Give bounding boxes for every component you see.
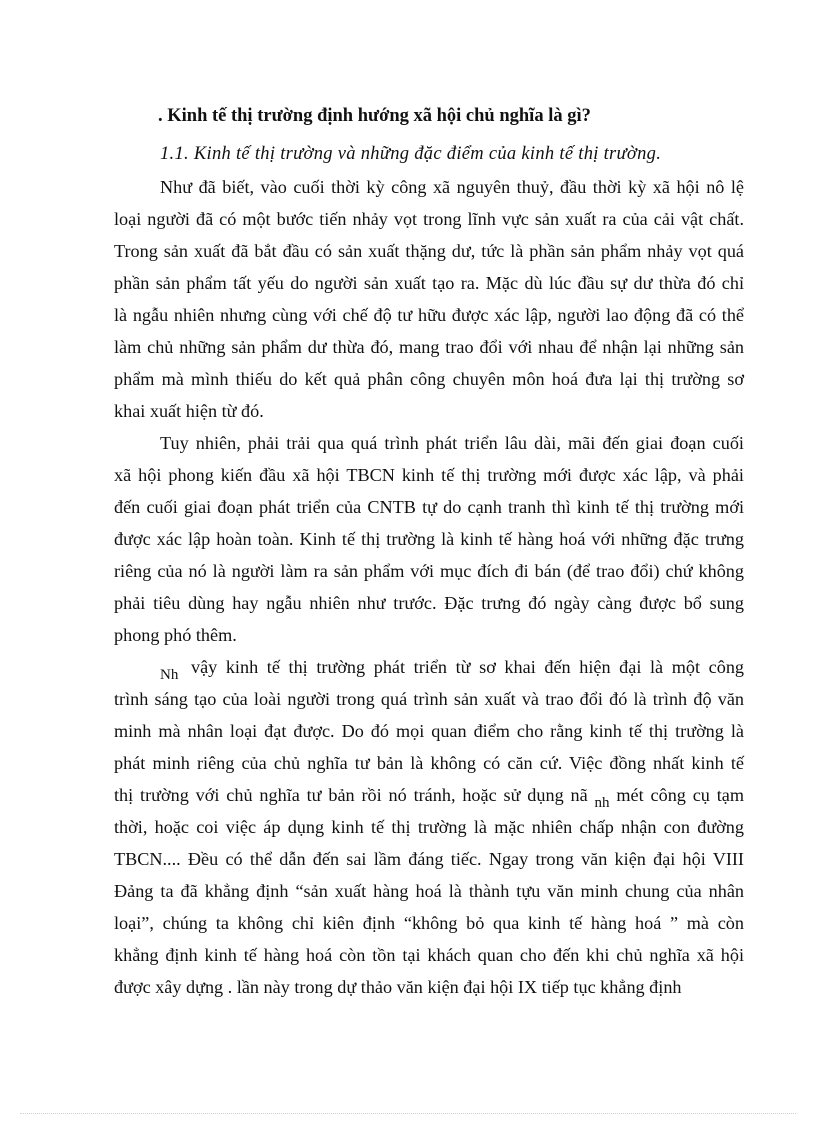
paragraph-2-line-4: được xác lập hoàn toàn. Kinh tế thị trường là kinh tế hàng hoá với những đặc trưng <box>114 529 744 549</box>
paragraph-3-line-8: Đảng ta đã khẳng định “sản xuất hàng hoá là thành tựu văn minh chung của nhân <box>114 881 744 901</box>
paragraph-3-line-1 <box>160 656 745 683</box>
paragraph-3-line-3: minh mà nhân loại đạt được. Do đó mọi quan điểm cho rằng kinh tế thị trường là <box>114 721 744 741</box>
paragraph-1-line-2: loại người đã có một bước tiến nhảy vọt trong lĩnh vực sản xuất ra của cải vật chất. <box>114 209 744 229</box>
paragraph-3-first-line-text: vậy kinh tế thị trường phát triển từ sơ khai đến hiện đại là một công <box>190 657 745 677</box>
section-heading: . Kinh tế thị trường định hướng xã hội chủ nghĩa là gì? <box>158 106 591 126</box>
paragraph-3-line-11: được xây dựng . lần này trong dự thảo văn kiện đại hội IX tiếp tục khẳng định <box>114 977 682 997</box>
paragraph-1-line-4: phần sản phẩm tất yếu do người sản xuất tạo ra. Mặc dù lúc đầu sự dư thừa đó chỉ <box>114 273 744 293</box>
page-bottom-rule <box>20 1113 796 1114</box>
paragraph-1-line-5: là ngẫu nhiên nhưng cùng với chế độ tư hữu được xác lập, người lao động đã có thể <box>114 305 744 325</box>
paragraph-3-prefix: Nh <box>160 667 179 683</box>
paragraph-2-line-1: Tuy nhiên, phải trải qua quá trình phát triển lâu dài, mãi đến giai đoạn cuối <box>160 433 744 453</box>
paragraph-3-line-7: TBCN.... Đều có thể dẫn đến sai lầm đáng tiếc. Ngay trong văn kiện đại hội VIII <box>114 849 744 869</box>
paragraph-1-line-3: Trong sản xuất đã bắt đầu có sản xuất thặng dư, tức là phần sản phẩm nhảy vọt quá <box>114 241 744 261</box>
paragraph-1-line-7: phẩm mà mình thiếu do kết quả phân công chuyên môn hoá đưa lại thị trường sơ <box>114 369 744 389</box>
paragraph-3-line-9: loại”, chúng ta không chỉ kiên định “không bỏ qua kinh tế hàng hoá ” mà còn <box>114 913 744 933</box>
paragraph-3-line-2: trình sáng tạo của loài người trong quá trình sản xuất và trao đổi đó là trình độ văn <box>114 689 744 709</box>
paragraph-2-line-7: phong phó thêm. <box>114 625 237 645</box>
paragraph-3-line-6: thời, hoặc coi việc áp dụng kinh tế thị trường là mặc nhiên chấp nhận con đường <box>114 817 744 837</box>
paragraph-3-line-5 <box>114 784 745 811</box>
subsection-heading: 1.1. Kinh tế thị trường và những đặc điểm của kinh tế thị trường. <box>160 144 662 164</box>
paragraph-2-line-5: riêng của nó là người làm ra sản phẩm với mục đích đi bán (để trao đổi) chứ không <box>114 561 744 581</box>
paragraph-2-line-3: đến cuối giai đoạn phát triển của CNTB tự do cạnh tranh thì kinh tế thị trường mới <box>114 497 744 517</box>
paragraph-3-line-10: khẳng định kinh tế hàng hoá còn tồn tại khách quan cho đến khi chủ nghĩa xã hội <box>114 945 744 965</box>
paragraph-3-line-5-mid: nh <box>594 795 610 811</box>
paragraph-1-line-1: Như đã biết, vào cuối thời kỳ công xã nguyên thuỷ, đầu thời kỳ xã hội nô lệ <box>160 177 744 197</box>
paragraph-2-line-6: phải tiêu dùng hay ngẫu nhiên như trước. Đặc trưng đó ngày càng được bổ sung <box>114 593 744 613</box>
paragraph-3-line-5-post: mét công cụ tạm <box>616 785 745 805</box>
paragraph-1-line-6: làm chủ những sản phẩm dư thừa đó, mang trao đổi với nhau để nhận lại những sản <box>114 337 744 357</box>
paragraph-2-line-2: xã hội phong kiến đầu xã hội TBCN kinh tế thị trường mới được xác lập, và phải <box>114 465 744 485</box>
paragraph-1-line-8: khai xuất hiện từ đó. <box>114 401 264 421</box>
paragraph-3-line-4: phát minh riêng của chủ nghĩa tư bản là không có căn cứ. Việc đồng nhất kinh tế <box>114 753 744 773</box>
paragraph-3-line-5-pre: thị trường với chủ nghĩa tư bản rồi nó tránh, hoặc sử dụng nã <box>114 785 588 805</box>
